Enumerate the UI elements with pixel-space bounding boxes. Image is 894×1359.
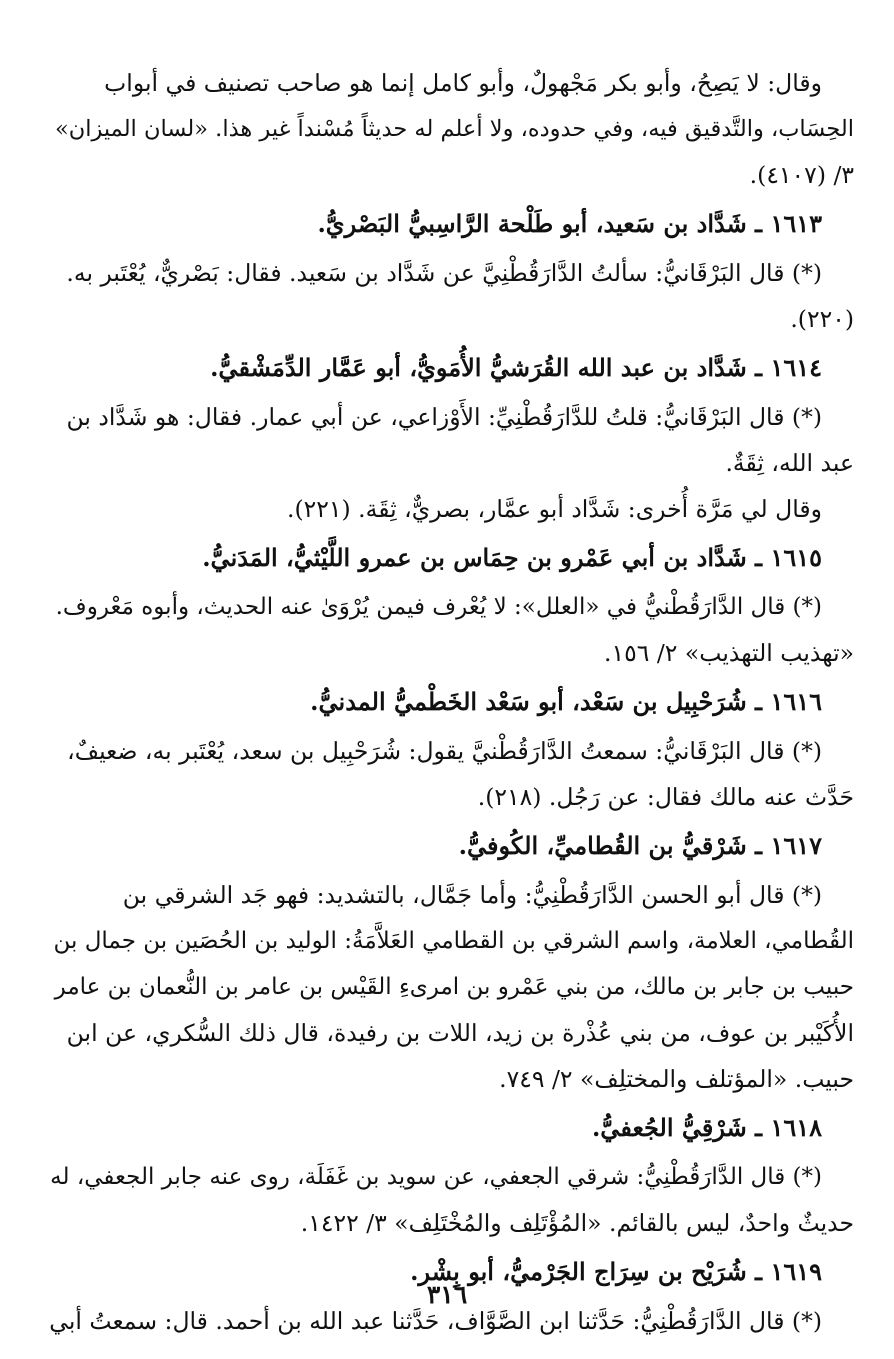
entry-heading: ١٦١٣ ـ شَدَّاد بن سَعيد، أبو طَلْحة الرَّاسِبيُّ البَصْريُّ. — [317, 209, 822, 238]
text-line: حبيب بن جابر بن مالك، من بني عَمْرو بن امرىءِ القَيْس بن عامر بن النُّعمان بن عامر — [54, 974, 854, 1000]
entry-heading: ١٦١٩ ـ شُرَيْح بن سِرَاج الجَرْميُّ، أبو بِشْر. — [410, 1257, 822, 1286]
text-line: عبد الله، ثِقَةٌ. — [725, 449, 854, 477]
entry-1618 — [48, 1102, 854, 1246]
text-line: (*) قال أبو الحسن الدَّارَقُطْنِيُّ: وأما جَمَّال، بالتشديد: فهو جَد الشرقي بن — [122, 881, 822, 909]
text-line: (٢٢٠). — [790, 305, 854, 333]
text-line: «تهذيب التهذيب» ٢/ ١٥٦. — [604, 639, 854, 667]
entry-heading: ١٦١٨ ـ شَرْقِيُّ الجُعفيُّ. — [591, 1113, 822, 1142]
text-line: وقال: لا يَصِحُ، وأبو بكر مَجْهولٌ، وأبو كامل إنما هو صاحب تصنيف في أبواب — [104, 69, 822, 97]
entry-heading: ١٦١٧ ـ شَرْقيُّ بن القُطاميِّ، الكُوفيُّ. — [458, 831, 822, 860]
page-body — [48, 60, 854, 1344]
entry-1617 — [48, 820, 854, 1102]
text-line: حديثٌ واحدٌ، ليس بالقائم. «المُؤْتَلِف والمُخْتَلِف» ٣/ ١٤٢٢. — [300, 1209, 854, 1237]
text-line: (*) قال البَرْقَانيُّ: سألتُ الدَّارَقُطْنِيَّ عن شَدَّاد بن سَعيد. فقال: بَصْريٌّ، يُعْتَبر به. — [66, 259, 822, 287]
text-line: ٣/ (٤١٠٧). — [749, 161, 854, 189]
text-line: حبيب. «المؤتلف والمختلِف» ٢/ ٧٤٩. — [499, 1065, 854, 1093]
text-line: حَدَّث عنه مالك فقال: عن رَجُل. (٢١٨). — [477, 783, 854, 811]
text-line: وقال لي مَرَّة أُخرى: شَدَّاد أبو عمَّار، بصريٌّ، ثِقَة. (٢٢١). — [287, 495, 822, 523]
entry-1613 — [48, 198, 854, 342]
entry-1615 — [48, 532, 854, 676]
entry-heading: ١٦١٦ ـ شُرَحْبِيل بن سَعْد، أبو سَعْد الخَطْميُّ المدنيُّ. — [310, 687, 822, 716]
text-line: القُطامي، العلامة، واسم الشرقي بن القطامي العَلاَّمَةُ: الوليد بن الحُصَين بن جمال بن — [53, 928, 854, 954]
entry-intro — [48, 60, 854, 198]
text-line: (*) قال الدَّارَقُطْنِيُّ: شرقي الجعفي، عن سويد بن غَفَلَة، روى عنه جابر الجعفي، له — [50, 1164, 822, 1190]
entry-heading: ١٦١٤ ـ شَدَّاد بن عبد الله القُرَشيُّ الأُمَويُّ، أبو عَمَّار الدِّمَشْقيُّ. — [210, 353, 822, 382]
text-line: (*) قال البَرْقَانيُّ: قلتُ للدَّارَقُطْنِيِّ: الأَوْزاعي، عن أبي عمار. فقال: هو شَدَّاد بن — [66, 403, 822, 431]
page-number: ٣١٦ — [426, 1280, 468, 1309]
text-line: (*) قال الدَّارَقُطْنيُّ في «العلل»: لا يُعْرف فيمن يُرْوَىٰ عنه الحديث، وأبوه مَعْروف. — [55, 594, 822, 620]
entry-1614 — [48, 342, 854, 532]
entry-1616 — [48, 676, 854, 820]
entry-heading: ١٦١٥ ـ شَدَّاد بن أبي عَمْرو بن حِمَاس بن عمرو اللَّيْثيُّ، المَدَنيُّ. — [202, 543, 822, 572]
text-line: الأُكَيْبر بن عوف، من بني عُذْرة بن زيد، اللات بن رفيدة، قال ذلك السُّكري، عن ابن — [66, 1019, 854, 1047]
text-line: (*) قال الدَّارَقُطْنِيُّ: حَدَّثنا ابن الصَّوَّاف، حَدَّثنا عبد الله بن أحمد. قال: سمعتُ أبي — [49, 1307, 822, 1335]
text-line: الحِسَاب، والتَّدقيق فيه، وفي حدوده، ولا أعلم له حديثاً مُسْنداً غير هذا. «لسان الميزان» — [54, 116, 854, 142]
text-line: (*) قال البَرْقَانيُّ: سمعتُ الدَّارَقُطْنيَّ يقول: شُرَحْبِيل بن سعد، يُعْتَبر به، ضعيفٌ، — [67, 737, 822, 765]
